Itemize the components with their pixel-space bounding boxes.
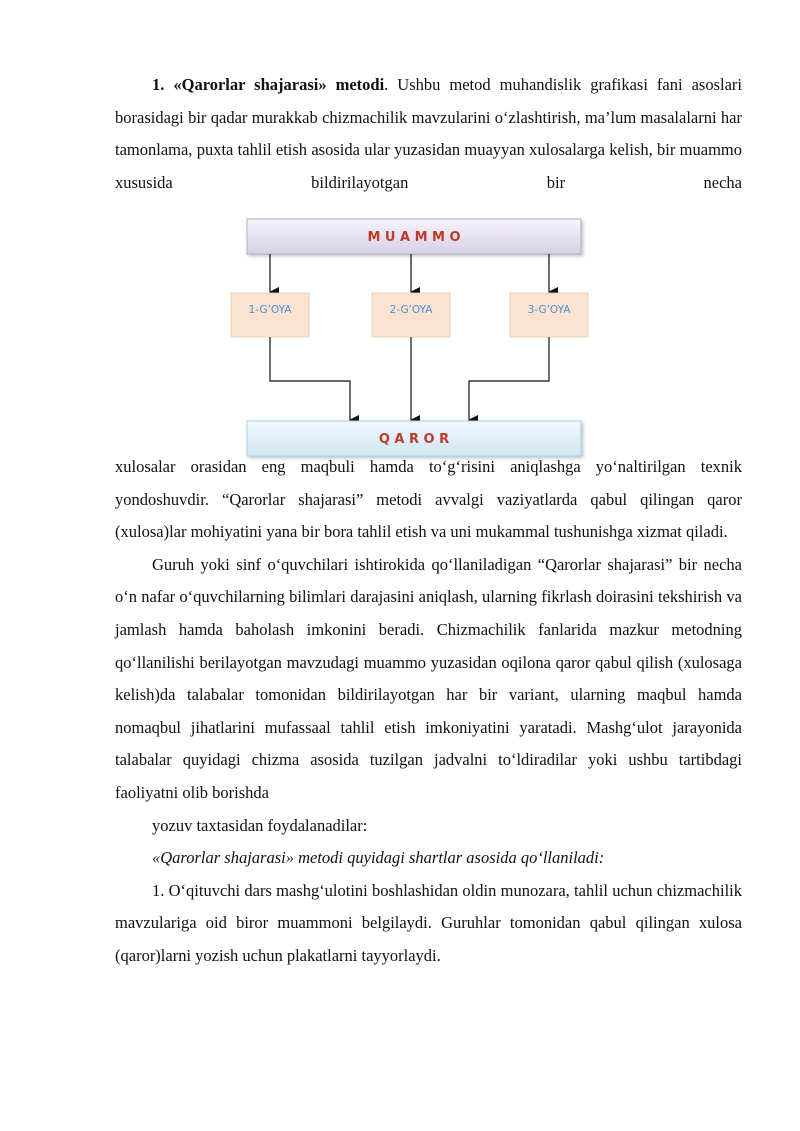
- arrow-from-idea-1: [270, 337, 350, 420]
- idea-label-2: 2-G’OYA: [389, 304, 433, 316]
- idea-label-3: 3-G’OYA: [527, 304, 571, 316]
- problem-box: [247, 219, 581, 254]
- method-number: 1.: [152, 75, 165, 94]
- arrows-ideas-to-decision: [270, 337, 549, 420]
- paragraph-4: «Qarorlar shajarasi» metodi quyidagi shartlar asosida qo‘llaniladi:: [152, 848, 605, 868]
- idea-box-2: [372, 293, 450, 337]
- arrows-problem-to-ideas: [270, 254, 549, 292]
- method-title: «Qarorlar shajarasi» metodi: [173, 75, 385, 94]
- body-text-block: [115, 451, 742, 973]
- intro-text: . Ushbu metod muhandislik grafikasi fani asoslari borasidagi bir qadar murakkab chizmachilik mavzularini o‘zlashtirish, ma’lum masalalarni har tamonlama, puxta tahlil etish asosida ular yuzasidan muayyan xulosalarga kelish, bir muammo xususida bildirilayotgan bir necha: [115, 75, 742, 192]
- problem-label: M U A M M O: [367, 230, 461, 245]
- idea-box-3: [510, 293, 588, 337]
- paragraph-5: 1. O‘qituvchi dars mashg‘ulotini boshlashidan oldin munozara, tahlil uchun chizmachilik mavzulariga oid biror muammoni belgilaydi. Guruhlar tomonidan qabul qilingan xulosa (qaror)larni yozish uchun plakatlarni tayyorlaydi.: [115, 880, 742, 965]
- continuation-paragraph: xulosalar orasidan eng maqbuli hamda to‘g‘risini aniqlashga yo‘naltirilgan texnik yondoshuvdir. “Qarorlar shajarasi” metodi avvalgi vaziyatlarda qabul qilingan qaror (xulosa)lar mohiyatini yana bir bora tahlil etish va uni mukammal tushunishga xizmat qiladi.: [115, 457, 742, 542]
- decision-label: Q A R O R: [378, 432, 450, 447]
- idea-box-1: [231, 293, 309, 337]
- arrow-from-idea-3: [469, 337, 549, 420]
- paragraph-3: yozuv taxtasidan foydalanadilar:: [152, 815, 368, 835]
- idea-label-1: 1-G’OYA: [248, 304, 292, 316]
- paragraph-2: Guruh yoki sinf o‘quvchilari ishtirokida qo‘llaniladigan “Qarorlar shajarasi” bir necha o‘n nafar o‘quvchilarning bilimlari darajasini aniqlash, ularning fikrlash doirasini tekshirish va jamlash hamda baholash imkonini beradi. Chizmachilik fanlarida mazkur metodning qo‘llanilishi berilayotgan mavzudagi muammo yuzasidan oqilona qaror qabul qilish (xulosaga kelish)da talabalar tomonidan bildirilayotgan har bir variant, ularning maqbul hamda nomaqbul jihatlarini mufassaal tahlil etish imkoniyatini yaratadi. Mashg‘ulot jarayonida talabalar quyidagi chizma asosida tuzilgan jadvalni to‘ldiradilar yoki ushbu tartibdagi faoliyatni olib borishda: [115, 554, 742, 802]
